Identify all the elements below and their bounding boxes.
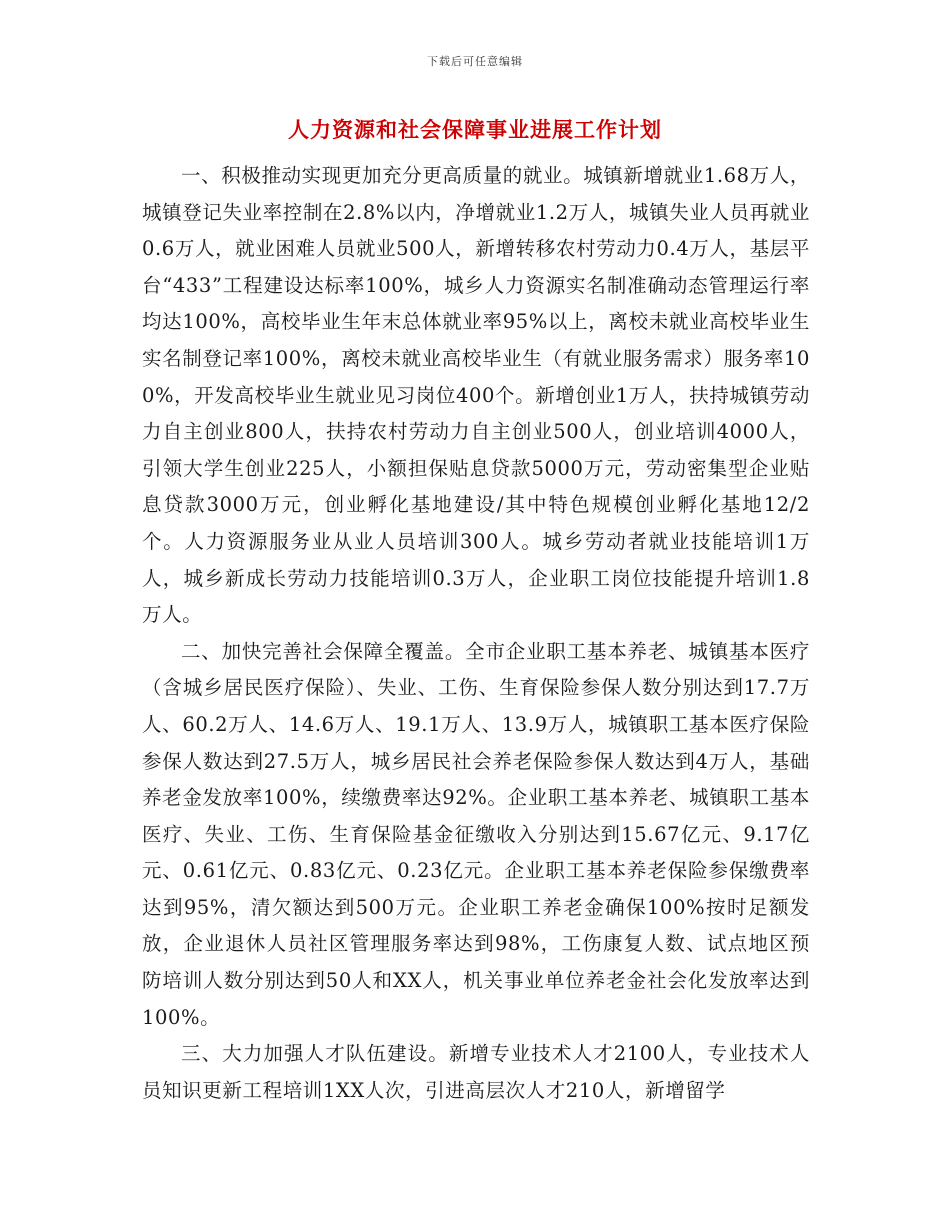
document-title: 人力资源和社会保障事业进展工作计划: [288, 117, 662, 142]
paragraph-talent: 三、大力加强人才队伍建设。新增专业技术人才2100人，专业技术人员知识更新工程培训1XX人次，引进高层次人才210人，新增留学: [142, 1042, 810, 1102]
page-header-note: 下载后可任意编辑: [427, 55, 523, 68]
document-body: [142, 158, 810, 1109]
paragraph-social-security: 二、加快完善社会保障全覆盖。全市企业职工基本养老、城镇基本医疗（含城乡居民医疗保险）、失业、工伤、生育保险参保人数分别达到17.7万人、60.2万人、14.6万人、19.1万人、13.9万人，城镇职工基本医疗保险参保人数达到27.5万人，城乡居民社会养老保险参保人数达到4万人，基础养老金发放率100%，续缴费率达92%。企业职工基本养老、城镇职工基本医疗、失业、工伤、生育保险基金征缴收入分别达到15.67亿元、9.17亿元、0.61亿元、0.83亿元、0.23亿元。企业职工基本养老保险参保缴费率达到95%，清欠额达到500万元。企业职工养老金确保100%按时足额发放，企业退休人员社区管理服务率达到98%，工伤康复人数、试点地区预防培训人数分别达到50人和XX人，机关事业单位养老金社会化发放率达到100%。: [142, 639, 810, 1029]
paragraph-employment: 一、积极推动实现更加充分更高质量的就业。城镇新增就业1.68万人，城镇登记失业率控制在2.8%以内，净增就业1.2万人，城镇失业人员再就业0.6万人，就业困难人员就业500人，新增转移农村劳动力0.4万人，基层平台“433”工程建设达标率100%，城乡人力资源实名制准确动态管理运行率均达100%，高校毕业生年末总体就业率95%以上，离校未就业高校毕业生实名制登记率100%，离校未就业高校毕业生（有就业服务需求）服务率100%，开发高校毕业生就业见习岗位400个。新增创业1万人，扶持城镇劳动力自主创业800人，扶持农村劳动力自主创业500人，创业培训4000人，引领大学生创业225人，小额担保贴息贷款5000万元，劳动密集型企业贴息贷款3000万元，创业孵化基地建设/其中特色规模创业孵化基地12/2个。人力资源服务业从业人员培训300人。城乡劳动者就业技能培训1万人，城乡新成长劳动力技能培训0.3万人，企业职工岗位技能提升培训1.8万人。: [142, 164, 810, 627]
